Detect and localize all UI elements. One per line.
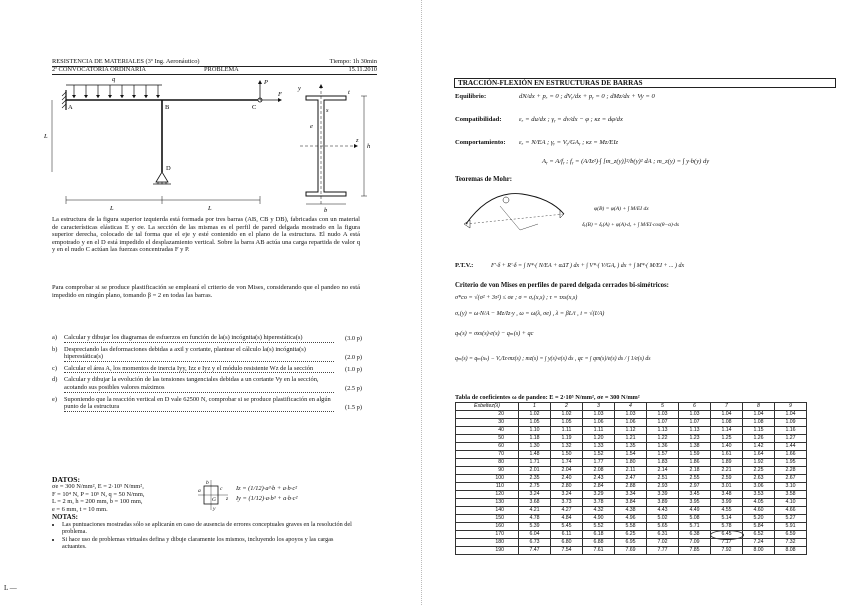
notes-title: NOTAS: — [52, 513, 78, 521]
questions-list — [52, 334, 362, 415]
equilibrium-row — [455, 93, 655, 100]
table-row — [456, 459, 807, 467]
omega-cell: 1.32 — [551, 443, 583, 451]
data-block — [52, 476, 144, 513]
label-h: h — [367, 143, 371, 150]
omega-cell: 1.33 — [583, 443, 615, 451]
omega-cell: 1.66 — [775, 451, 807, 459]
omega-cell: 3.24 — [519, 491, 551, 499]
omega-cell: 4.38 — [615, 507, 647, 515]
omega-cell: 5.14 — [711, 515, 743, 523]
omega-cell: 5.45 — [551, 523, 583, 531]
table-row — [456, 491, 807, 499]
omega-cell: 6.38 — [679, 531, 711, 539]
slenderness-cell: 120 — [456, 491, 519, 499]
omega-cell: 1.50 — [551, 451, 583, 459]
omega-cell: 1.13 — [647, 427, 679, 435]
slenderness-cell: 90 — [456, 467, 519, 475]
table-row — [456, 435, 807, 443]
slenderness-cell: 140 — [456, 507, 519, 515]
slenderness-cell: 100 — [456, 475, 519, 483]
slenderness-cell: 70 — [456, 451, 519, 459]
table-row — [456, 467, 807, 475]
omega-cell: 4.43 — [647, 507, 679, 515]
omega-cell: 5.58 — [615, 523, 647, 531]
omega-cell: 1.04 — [743, 411, 775, 419]
omega-cell: 4.21 — [519, 507, 551, 515]
omega-cell: 2.11 — [615, 467, 647, 475]
date: 15.11.2010 — [348, 66, 377, 73]
omega-cell: 2.88 — [615, 483, 647, 491]
omega-cell: 3.68 — [519, 499, 551, 507]
omega-cell: 3.89 — [647, 499, 679, 507]
ptv-eq: F'·δ + R'·δ = ∫ N*·( N/EA + αΔT ) dx + ∫ V*·( V/GAᵧ ) dx + ∫ M*·( M/EI + ... ) dx — [491, 263, 685, 269]
table-row — [456, 523, 807, 531]
omega-cell: 4.96 — [615, 515, 647, 523]
omega-cell: 1.06 — [583, 419, 615, 427]
omega-cell: 6.59 — [775, 531, 807, 539]
omega-cell: 4.32 — [583, 507, 615, 515]
formula-sheet — [422, 0, 848, 605]
table-header-cell: 3 — [583, 403, 615, 411]
note-item: • Si hace uso de problemas virtuales defina y dibuje claramente los mismos, incluyendo los apoyos y las cargas actuantes. — [62, 536, 352, 550]
omega-cell: 1.22 — [647, 435, 679, 443]
omega-cell: 1.07 — [647, 419, 679, 427]
omega-cell: 7.61 — [583, 547, 615, 555]
session: 2ª CONVOCATORIA ORDINARIA — [52, 66, 146, 73]
omega-cell: 2.80 — [551, 483, 583, 491]
omega-cell: 1.74 — [551, 459, 583, 467]
slenderness-cell: 60 — [456, 443, 519, 451]
label-f: F — [278, 91, 282, 98]
omega-cell: 7.54 — [551, 547, 583, 555]
omega-cell: 1.16 — [775, 427, 807, 435]
shear-area-eq: Aᵧ = A/fᵧ ; fᵧ = (A/Iz²)·∫ [m_z(y)]²/b(y)² dA ; m_z(y) = ∫ y·b(y) dy — [542, 158, 710, 165]
behaviour-eq: εₓ = N/EA ; γᵧ = Vᵧ/GAᵧ ; κz = Mz/EIz — [519, 139, 619, 146]
omega-cell: 1.54 — [615, 451, 647, 459]
omega-cell: 5.84 — [743, 523, 775, 531]
omega-cell: 4.49 — [679, 507, 711, 515]
omega-cell: 2.84 — [583, 483, 615, 491]
compatibility-label: Compatibilidad: — [455, 116, 502, 123]
omega-cell: 1.12 — [615, 427, 647, 435]
omega-cell: 1.09 — [775, 419, 807, 427]
omega-cell: 1.38 — [679, 443, 711, 451]
omega-cell: 1.04 — [711, 411, 743, 419]
data-line: L = 2 m, h = 200 mm, b = 100 mm, — [52, 498, 143, 506]
slenderness-cell: 50 — [456, 435, 519, 443]
question-c: c) Calcular el área A, los momentos de inercia Iyy, Izz e Iyz y el módulo resistente Wz de la sección (1.0 p) — [52, 364, 362, 373]
table-header-cell: 6 — [679, 403, 711, 411]
slenderness-cell: 30 — [456, 419, 519, 427]
omega-cell: 1.02 — [551, 411, 583, 419]
slenderness-cell: 40 — [456, 427, 519, 435]
omega-cell: 4.27 — [551, 507, 583, 515]
omega-cell: 7.24 — [743, 539, 775, 547]
omega-cell: 1.02 — [519, 411, 551, 419]
omega-cell: 1.20 — [583, 435, 615, 443]
omega-cell: 2.75 — [519, 483, 551, 491]
table-header-cell: 5 — [647, 403, 679, 411]
omega-cell: 6.88 — [583, 539, 615, 547]
label-q: q — [112, 76, 116, 83]
omega-cell: 4.78 — [519, 515, 551, 523]
slenderness-cell: 150 — [456, 515, 519, 523]
label-z: z — [356, 137, 359, 144]
data-line: e = 6 mm, t = 10 mm. — [52, 505, 108, 513]
omega-cell: 4.55 — [711, 507, 743, 515]
behaviour-row — [455, 139, 618, 146]
omega-cell: 3.58 — [775, 491, 807, 499]
omega-cell: 1.23 — [679, 435, 711, 443]
omega-cell: 2.21 — [711, 467, 743, 475]
omega-cell: 1.03 — [647, 411, 679, 419]
table-row — [456, 539, 807, 547]
omega-cell: 5.39 — [519, 523, 551, 531]
omega-cell: 4.60 — [743, 507, 775, 515]
omega-cell: 1.27 — [775, 435, 807, 443]
label-b-dim: b — [324, 207, 328, 214]
omega-cell: 3.10 — [775, 483, 807, 491]
rectangle-inertia-figure — [196, 478, 232, 512]
label-e: e — [310, 123, 313, 130]
omega-cell: 6.04 — [519, 531, 551, 539]
inertia-z: Iz = (1/12)·a³·b + a·b·c² — [236, 485, 298, 492]
table-row — [456, 499, 807, 507]
omega-cell: 5.02 — [647, 515, 679, 523]
inertia-y: Iy = (1/12)·a·b³ + a·b·c² — [236, 495, 298, 502]
omega-cell: 1.11 — [583, 427, 615, 435]
omega-cell: 1.21 — [615, 435, 647, 443]
mises-eq-2: σₓ(y) = ω·N/A − Mz/Iz·y , ω = ω(λ, σe) , λ = βL/i , i = √(I/A) — [455, 310, 605, 317]
omega-cell: 5.27 — [775, 515, 807, 523]
corner-mark: L ― — [4, 584, 17, 592]
kind: PROBLEMA — [204, 66, 239, 73]
note-item: • Las puntuaciones mostradas sólo se aplicarán en caso de ausencia de errores conceptuales graves en la resolución del problema. — [62, 521, 352, 535]
omega-cell: 3.84 — [615, 499, 647, 507]
omega-cell: 6.45 — [711, 531, 743, 539]
omega-cell: 7.85 — [679, 547, 711, 555]
omega-cell: 1.15 — [743, 427, 775, 435]
table-row — [456, 483, 807, 491]
table-header-cell: 2 — [551, 403, 583, 411]
mises-eq-1: σ*co = √(σ² + 3τ²) ≤ σe ; σ = σₓ(x,s) ; τ = τxs(x,s) — [455, 294, 578, 301]
omega-cell: 2.18 — [679, 467, 711, 475]
table-row — [456, 475, 807, 483]
omega-cell: 3.06 — [743, 483, 775, 491]
slenderness-cell: 180 — [456, 539, 519, 547]
slenderness-cell: 170 — [456, 531, 519, 539]
section-figure — [296, 82, 376, 212]
omega-cell: 6.95 — [615, 539, 647, 547]
structure-figure — [44, 76, 292, 216]
mises-eq-4: qₘ(s) = qₘ(xₛ) − Vᵧ/Iz·mz(s) ; mz(s) = ∫ y(s)·e(s) ds , qc = ∫ qm(s)/e(s) ds / ∫ 1/e(s) ds — [455, 356, 651, 362]
equilibrium-eq: dN/dx + pₓ = 0 ; dVᵧ/dx + pᵧ = 0 ; dMz/dx + Vy = 0 — [519, 93, 655, 100]
omega-cell: 1.80 — [615, 459, 647, 467]
omega-cell: 1.13 — [679, 427, 711, 435]
omega-cell: 1.86 — [679, 459, 711, 467]
mini-a: a — [198, 488, 201, 494]
course-title: RESISTENCIA DE MATERIALES (3º Ing. Aeronáutico) — [52, 58, 200, 65]
omega-cell: 1.77 — [583, 459, 615, 467]
omega-cell: 2.40 — [551, 475, 583, 483]
omega-cell: 1.57 — [647, 451, 679, 459]
omega-cell: 8.00 — [743, 547, 775, 555]
omega-cell: 1.30 — [519, 443, 551, 451]
mohr-title: Teoremas de Mohr: — [455, 176, 513, 183]
omega-cell: 1.71 — [519, 459, 551, 467]
label-l1: L — [110, 205, 114, 212]
table-header-cell: Esbeltez(λ) — [456, 403, 519, 411]
table-row — [456, 443, 807, 451]
question-a: a) Calcular y dibujar los diagramas de esfuerzos en función de la(s) incógnita(s) hiperestática(s) (3.0 p) — [52, 334, 362, 342]
omega-cell: 2.01 — [519, 467, 551, 475]
table-caption: Tabla de coeficientes ω de pandeo: E = 2·10⁵ N/mm², σe = 300 N/mm² — [455, 394, 640, 401]
omega-cell: 2.28 — [775, 467, 807, 475]
omega-cell: 6.25 — [615, 531, 647, 539]
omega-cell: 2.51 — [647, 475, 679, 483]
omega-cell: 6.18 — [583, 531, 615, 539]
table-header-cell: 4 — [615, 403, 647, 411]
table-row — [456, 507, 807, 515]
compatibility-eq: εₓ = du/dx ; γᵧ = dv/dx − φ ; κz = dφ/dx — [519, 116, 623, 123]
question-e: e) Suponiendo que la reacción vertical en D vale 62500 N, comprobar si se produce plastificación en algún punto de la estructura (1.5 p) — [52, 395, 362, 412]
omega-cell: 6.11 — [551, 531, 583, 539]
slenderness-cell: 190 — [456, 547, 519, 555]
omega-cell: 3.95 — [679, 499, 711, 507]
omega-cell: 3.53 — [743, 491, 775, 499]
mises-eq-3: qₛ(s) = σxs(s)·e(s) − qₘ(s) + qc — [455, 330, 534, 337]
data-line: σe = 300 N/mm², E = 2·10⁵ N/mm², — [52, 483, 144, 491]
mini-g: G — [212, 497, 216, 503]
omega-cell: 1.05 — [519, 419, 551, 427]
omega-cell: 1.19 — [551, 435, 583, 443]
omega-cell: 2.04 — [551, 467, 583, 475]
omega-cell: 6.52 — [743, 531, 775, 539]
label-d: D — [166, 165, 171, 172]
slenderness-cell: 80 — [456, 459, 519, 467]
omega-cell: 5.65 — [647, 523, 679, 531]
omega-cell: 3.45 — [679, 491, 711, 499]
omega-cell: 1.59 — [679, 451, 711, 459]
omega-cell: 3.34 — [615, 491, 647, 499]
omega-cell: 1.04 — [775, 411, 807, 419]
label-y: y — [298, 85, 301, 92]
statement-paragraph: La estructura de la figura superior izquierda está formada por tres barras (AB, CB y DB), fabricadas con un material de características elásticas E y σe. La sección de las mismas es el perfil de pared delgada mostrado en la figura superior derecha, colocado de tal forma que el eje y esté contenido en el plano de la estructura. El nudo A está empotrado y en el D está impedido el desplazamiento vertical. Sobre la barra AB actúa una carga repartida de valor q y en el nudo C actúan las fuerzas concentradas F y P. — [52, 216, 360, 254]
mini-b: b — [206, 480, 209, 486]
omega-cell: 7.92 — [711, 547, 743, 555]
exam-page — [0, 0, 420, 605]
omega-cell: 6.73 — [519, 539, 551, 547]
omega-cell: 8.08 — [775, 547, 807, 555]
omega-cell: 2.35 — [519, 475, 551, 483]
data-line: F = 10⁴ N, P = 10⁵ N, q = 50 N/mm, — [52, 490, 145, 498]
omega-cell: 1.07 — [679, 419, 711, 427]
omega-cell: 1.35 — [615, 443, 647, 451]
omega-cell: 4.84 — [551, 515, 583, 523]
omega-cell: 1.64 — [743, 451, 775, 459]
omega-cell: 1.11 — [551, 427, 583, 435]
label-p: P — [264, 79, 268, 86]
omega-cell: 7.17 — [711, 539, 743, 547]
omega-cell: 1.03 — [679, 411, 711, 419]
slenderness-cell: 20 — [456, 411, 519, 419]
label-c: C — [252, 104, 257, 111]
table-header-cell: 7 — [711, 403, 743, 411]
omega-cell: 4.05 — [743, 499, 775, 507]
table-header-cell: 8 — [743, 403, 775, 411]
ptv-row — [455, 262, 684, 269]
omega-cell: 1.18 — [519, 435, 551, 443]
table-row — [456, 427, 807, 435]
omega-cell: 1.03 — [615, 411, 647, 419]
omega-cell: 7.47 — [519, 547, 551, 555]
omega-cell: 3.78 — [583, 499, 615, 507]
label-b: B — [165, 104, 170, 111]
omega-cell: 5.71 — [679, 523, 711, 531]
table-body — [456, 411, 807, 555]
slenderness-cell: 160 — [456, 523, 519, 531]
table-row — [456, 411, 807, 419]
omega-cell: 1.14 — [711, 427, 743, 435]
slenderness-cell: 130 — [456, 499, 519, 507]
omega-cell: 1.26 — [743, 435, 775, 443]
omega-cell: 3.24 — [551, 491, 583, 499]
omega-cell: 7.32 — [775, 539, 807, 547]
mohr-eq-2: δᵧ(B) = δᵧ(A) + φ(A)·dₓ + ∫ M/EI·cos(θ−α)·ds — [582, 222, 679, 228]
omega-cell: 1.25 — [711, 435, 743, 443]
mohr-eq-1: φ(B) = φ(A) + ∫ M/EI dx — [594, 206, 649, 212]
omega-cell: 1.83 — [647, 459, 679, 467]
omega-cell: 1.10 — [519, 427, 551, 435]
omega-cell: 4.10 — [775, 499, 807, 507]
omega-cell: 2.08 — [583, 467, 615, 475]
omega-cell: 1.08 — [743, 419, 775, 427]
omega-cell: 3.48 — [711, 491, 743, 499]
label-l2: L — [208, 205, 212, 212]
omega-cell: 2.25 — [743, 467, 775, 475]
table-header-cell: 1 — [519, 403, 551, 411]
omega-cell: 2.59 — [711, 475, 743, 483]
support-d — [156, 172, 168, 182]
mini-c: c — [220, 486, 223, 492]
omega-cell: 1.61 — [711, 451, 743, 459]
omega-cell: 7.69 — [615, 547, 647, 555]
table-header-cell: 9 — [775, 403, 807, 411]
omega-cell: 5.52 — [583, 523, 615, 531]
omega-cell: 2.43 — [583, 475, 615, 483]
omega-cell: 2.67 — [775, 475, 807, 483]
omega-cell: 1.95 — [775, 459, 807, 467]
behaviour-label: Comportamiento: — [455, 139, 506, 146]
omega-cell: 1.52 — [583, 451, 615, 459]
exam-time: Tiempo: 1h 30min — [329, 58, 377, 65]
omega-cell: 5.20 — [743, 515, 775, 523]
compatibility-row — [455, 116, 623, 123]
inertia-formulas — [236, 484, 297, 504]
omega-cell: 5.78 — [711, 523, 743, 531]
omega-cell: 2.63 — [743, 475, 775, 483]
omega-cell: 1.48 — [519, 451, 551, 459]
mises-title: Criterio de von Mises en perfiles de pared delgada cerrados bi-simétricos: — [455, 282, 669, 289]
omega-cell: 2.55 — [679, 475, 711, 483]
omega-cell: 1.89 — [711, 459, 743, 467]
omega-cell: 2.47 — [615, 475, 647, 483]
label-l3: L — [44, 133, 48, 140]
table-row — [456, 451, 807, 459]
omega-cell: 1.92 — [743, 459, 775, 467]
omega-cell: 2.93 — [647, 483, 679, 491]
omega-cell: 3.29 — [583, 491, 615, 499]
omega-cell: 1.05 — [551, 419, 583, 427]
omega-cell: 7.02 — [647, 539, 679, 547]
header-row-2 — [52, 66, 377, 75]
omega-cell: 1.08 — [711, 419, 743, 427]
label-t: t — [348, 89, 350, 96]
table-row — [456, 515, 807, 523]
mini-y: y — [213, 506, 216, 512]
slenderness-cell: 110 — [456, 483, 519, 491]
mohr-sketch — [460, 184, 570, 240]
omega-cell: 5.08 — [679, 515, 711, 523]
question-d: d) Calcular y dibujar la evolución de las tensiones tangenciales debidas a un cortante Vy en la sección, acotando sus posibles valores máximos (2.5 p) — [52, 376, 362, 392]
criterion-paragraph: Para comprobar si se produce plastificación se empleará el criterio de von Mises, considerando que el pandeo no está impedido en ningún plano, tomando β = 2 en todas las barras. — [52, 284, 360, 299]
omega-cell: 1.42 — [743, 443, 775, 451]
omega-cell: 3.73 — [551, 499, 583, 507]
omega-cell: 7.09 — [679, 539, 711, 547]
omega-cell: 3.99 — [711, 499, 743, 507]
table-header-row — [456, 403, 807, 411]
notes-block — [52, 514, 352, 550]
label-s: s — [326, 107, 329, 114]
omega-cell: 1.40 — [711, 443, 743, 451]
omega-cell: 4.66 — [775, 507, 807, 515]
omega-cell: 4.90 — [583, 515, 615, 523]
omega-cell: 1.06 — [615, 419, 647, 427]
sheet-title: TRACCIÓN-FLEXIÓN EN ESTRUCTURAS DE BARRAS — [454, 78, 836, 88]
buckling-table — [455, 402, 807, 555]
equilibrium-label: Equilibrio: — [455, 93, 487, 100]
omega-cell: 6.80 — [551, 539, 583, 547]
label-a: A — [68, 104, 73, 111]
omega-cell: 5.91 — [775, 523, 807, 531]
omega-cell: 2.97 — [679, 483, 711, 491]
mini-z: z — [226, 496, 229, 502]
table-row — [456, 419, 807, 427]
omega-cell: 2.14 — [647, 467, 679, 475]
ptv-label: P.T.V.: — [455, 262, 474, 269]
question-b: b) Despreciando las deformaciones debidas a axil y cortante, plantear el cálculo la(s) incógnita(s) hiperestática(s) (2.0 p) — [52, 345, 362, 362]
omega-cell: 3.39 — [647, 491, 679, 499]
omega-cell: 1.36 — [647, 443, 679, 451]
omega-cell: 7.77 — [647, 547, 679, 555]
table-row — [456, 547, 807, 555]
omega-cell: 3.01 — [711, 483, 743, 491]
data-title: DATOS: — [52, 475, 80, 484]
omega-cell: 1.44 — [775, 443, 807, 451]
omega-cell: 1.03 — [583, 411, 615, 419]
table-row — [456, 531, 807, 539]
omega-cell: 6.31 — [647, 531, 679, 539]
